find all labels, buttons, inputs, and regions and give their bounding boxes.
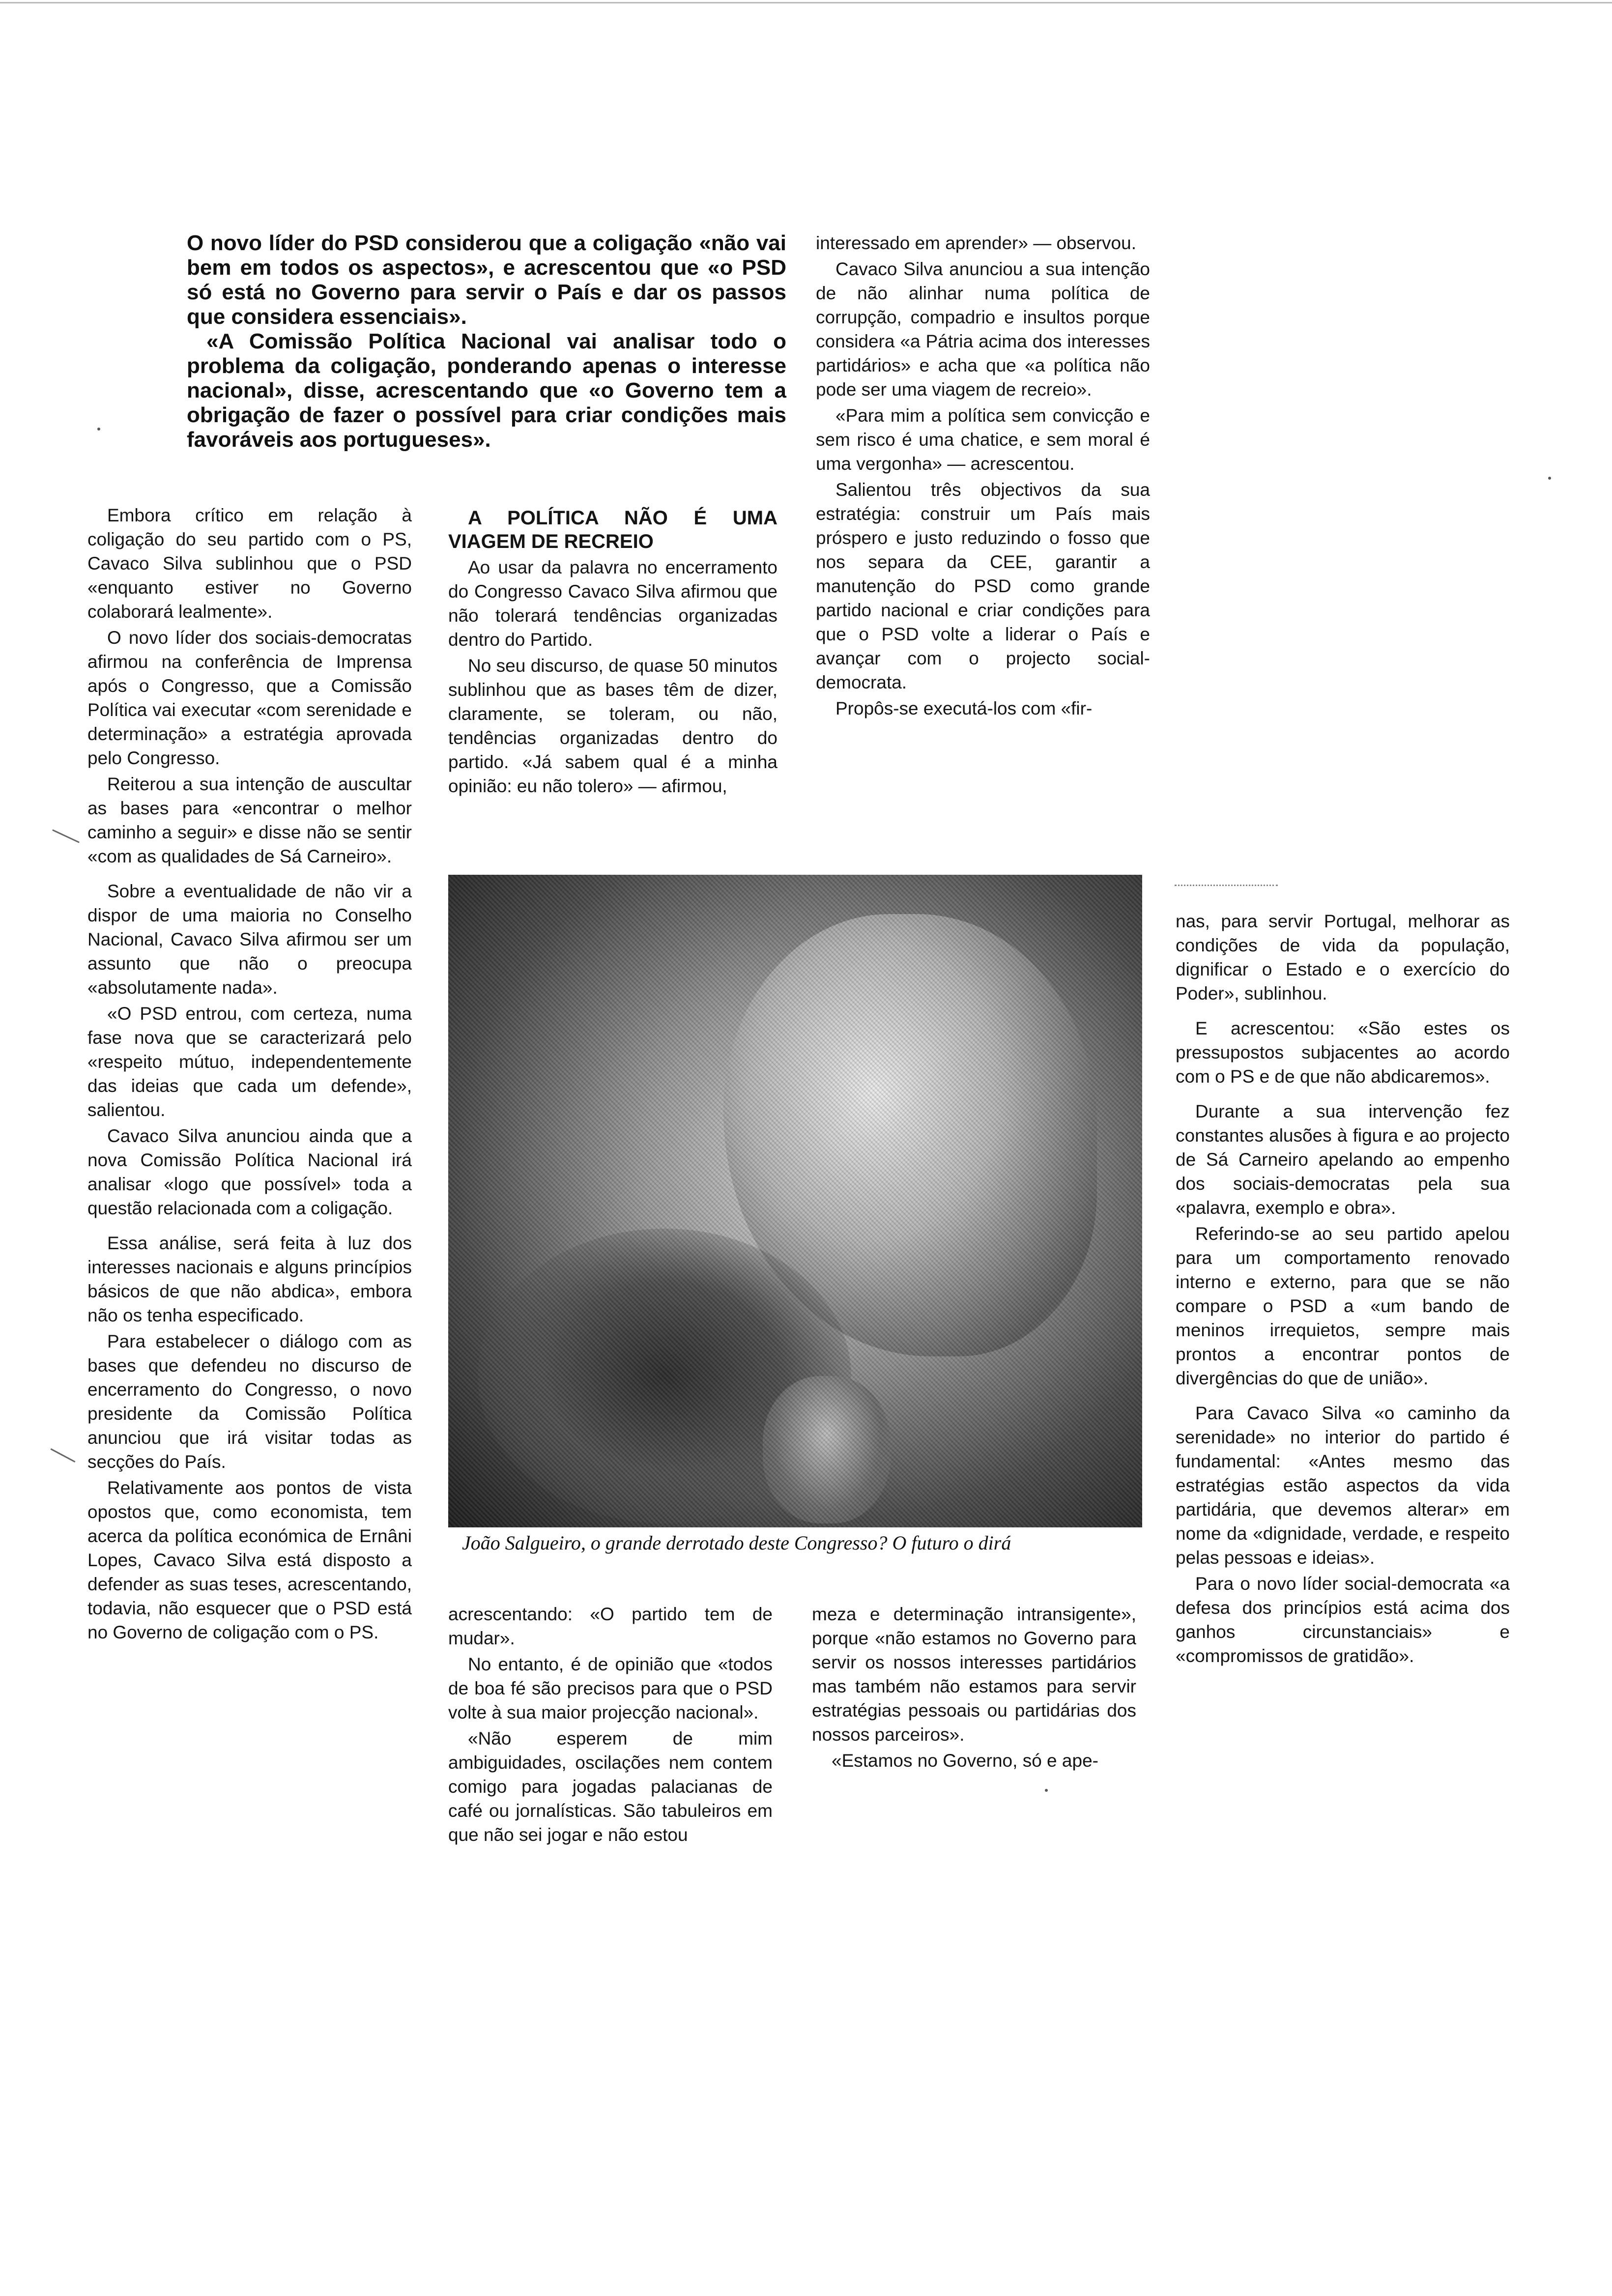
col1-paragraph: Relativamente aos pontos de vista opostos que, como economista, tem acerca da política económica de Ernâni Lopes, Cavaco Silva está disposto a defender as suas teses, acrescentando, todavia, não esquecer que o PSD está no Governo de coligação com o PS. (87, 1478, 412, 1642)
article-column-3 (816, 231, 1150, 722)
col3-paragraph: interessado em aprender» — observou. (816, 233, 1136, 253)
pencil-mark (1175, 885, 1278, 886)
pencil-mark (52, 829, 80, 843)
col1-paragraph: Embora crítico em relação à coligação do seu partido com o PS, Cavaco Silva sublinhou que o PSD «enquanto estiver no Governo colaborará lealmente». (87, 505, 412, 622)
article-column-6 (812, 1602, 1136, 1775)
col2-paragraph: No seu discurso, de quase 50 minutos sublinhou que as bases têm de dizer, claramente, se toleram, ou não, tendências organizadas dentro do partido. «Já sabem qual é a minha opinião: eu não tolero» — afirmou, (448, 656, 777, 796)
col1-paragraph: Essa análise, será feita à luz dos interesses nacionais e alguns princípios básicos de que não abdica», embora não os tenha especificado. (87, 1233, 412, 1325)
col2-paragraph: Ao usar da palavra no encerramento do Congresso Cavaco Silva afirmou que não tolerará tendências organizadas dentro do Partido. (448, 557, 777, 650)
lead-text-2: «A Comissão Política Nacional vai analisar todo o problema da coligação, ponderando apenas o interesse nacional», disse, acrescentando que «o Governo tem a obrigação de fazer o possível para criar condições mais favoráveis aos portugueses». (187, 329, 786, 452)
photo-caption: João Salgueiro, o grande derrotado deste Congresso? O futuro o dirá (462, 1532, 1011, 1554)
col1-paragraph: Sobre a eventualidade de não vir a dispor de uma maioria no Conselho Nacional, Cavaco Silva afirmou ser um assunto que não o preocupa «absolutamente nada». (87, 881, 412, 998)
article-column-4 (1176, 909, 1510, 1670)
col4-paragraph: E acrescentou: «São estes os pressupostos subjacentes ao acordo com o PS e de que não abdicaremos». (1176, 1018, 1510, 1087)
col1-paragraph: Para estabelecer o diálogo com as bases que defendeu no discurso de encerramento do Congresso, o novo presidente da Comissão Política anunciou que irá visitar todas as secções do País. (87, 1331, 412, 1472)
col1-paragraph: Cavaco Silva anunciou ainda que a nova Comissão Política Nacional irá analisar «logo que possível» toda a questão relacionada com a coligação. (87, 1126, 412, 1218)
col4-paragraph: Durante a sua intervenção fez constantes alusões à figura e ao projecto de Sá Carneiro apelando ao empenho dos sociais-democratas pela sua «palavra, exemplo e obra». (1176, 1101, 1510, 1218)
article-column-1 (87, 503, 412, 1646)
col4-paragraph: Referindo-se ao seu partido apelou para um comportamento renovado interno e externo, para que se não compare o PSD a «um bando de meninos irrequietos, sempre mais prontos a encontrar pontos de divergências do que de união». (1176, 1224, 1510, 1388)
col5-paragraph: acrescentando: «O partido tem de mudar». (448, 1604, 773, 1648)
col3-paragraph: Salientou três objectivos da sua estratégia: construir um País mais próspero e justo reduzindo o fosso que nos separa da CEE, garantir a manutenção do PSD como grande partido nacional e criar condições para que o PSD volte a liderar o País e avançar com o projecto social-democrata. (816, 480, 1150, 692)
col5-paragraph: «Não esperem de mim ambiguidades, oscilações nem contem comigo para jogadas palacianas de café ou jornalísticas. São tabuleiros em que não sei jogar e não estou (448, 1728, 773, 1845)
col4-paragraph: Para Cavaco Silva «o caminho da serenidade» no interior do partido é fundamental: «Antes mesmo das estratégias estão aspectos da vida partidária, que devemos alterar» em nome da «dignidade, verdade, e respeito pelas pessoas e ideias». (1176, 1403, 1510, 1568)
scan-speck (1045, 1789, 1048, 1792)
news-photo (448, 875, 1142, 1527)
col1-paragraph: «O PSD entrou, com certeza, numa fase nova que se caracterizará pelo «respeito mútuo, independentemente das ideias que cada um defende», salientou. (87, 1004, 412, 1120)
pencil-mark (51, 1448, 76, 1463)
scan-speck (97, 428, 100, 430)
section-subheading: A POLÍTICA NÃO É UMA VIAGEM DE RECREIO (448, 507, 777, 552)
col5-paragraph: No entanto, é de opinião que «todos de boa fé são precisos para que o PSD volte à sua maior projecção nacional». (448, 1654, 773, 1722)
col3-paragraph: «Para mim a política sem convicção e sem risco é uma chatice, e sem moral é uma vergonha» — acrescentou. (816, 405, 1150, 474)
col4-paragraph: nas, para servir Portugal, melhorar as condições de vida da população, dignificar o Estado e o exercício do Poder», sublinhou. (1176, 911, 1510, 1004)
article-column-5 (448, 1602, 773, 1849)
lead-paragraph (187, 231, 786, 452)
col4-paragraph: Para o novo líder social-democrata «a defesa dos princípios está acima dos ganhos circunstanciais» e «compromissos de gratidão». (1176, 1574, 1510, 1666)
lead-text-1: O novo líder do PSD considerou que a coligação «não vai bem em todos os aspectos», e acrescentou que «o PSD só está no Governo para servir o País e dar os passos que considera essenciais». (187, 231, 786, 329)
col6-paragraph: «Estamos no Governo, só e ape- (832, 1751, 1098, 1771)
col1-paragraph: O novo líder dos sociais-democratas afirmou na conferência de Imprensa após o Congresso, que a Comissão Política vai executar «com serenidade e determinação» a estratégia aprovada pelo Congresso. (87, 628, 412, 768)
scan-speck (1548, 477, 1551, 480)
col3-paragraph: Propôs-se executá-los com «fir- (835, 698, 1093, 718)
col1-paragraph: Reiterou a sua intenção de auscultar as bases para «encontrar o melhor caminho a seguir» e disse não se sentir «com as qualidades de Sá Carneiro». (87, 774, 412, 866)
article-column-2 (448, 506, 777, 800)
page-top-rule (0, 2, 1612, 3)
photo-grain (448, 875, 1142, 1527)
col3-paragraph: Cavaco Silva anunciou a sua intenção de não alinhar numa política de corrupção, compadrio e insultos porque considera «a Pátria acima dos interesses partidários» e acha que «a política não pode ser uma viagem de recreio». (816, 259, 1150, 400)
col6-paragraph: meza e determinação intransigente», porque «não estamos no Governo para servir os nossos interesses partidários mas também não estamos para servir estratégias pessoais ou partidárias dos nossos parceiros». (812, 1604, 1136, 1745)
